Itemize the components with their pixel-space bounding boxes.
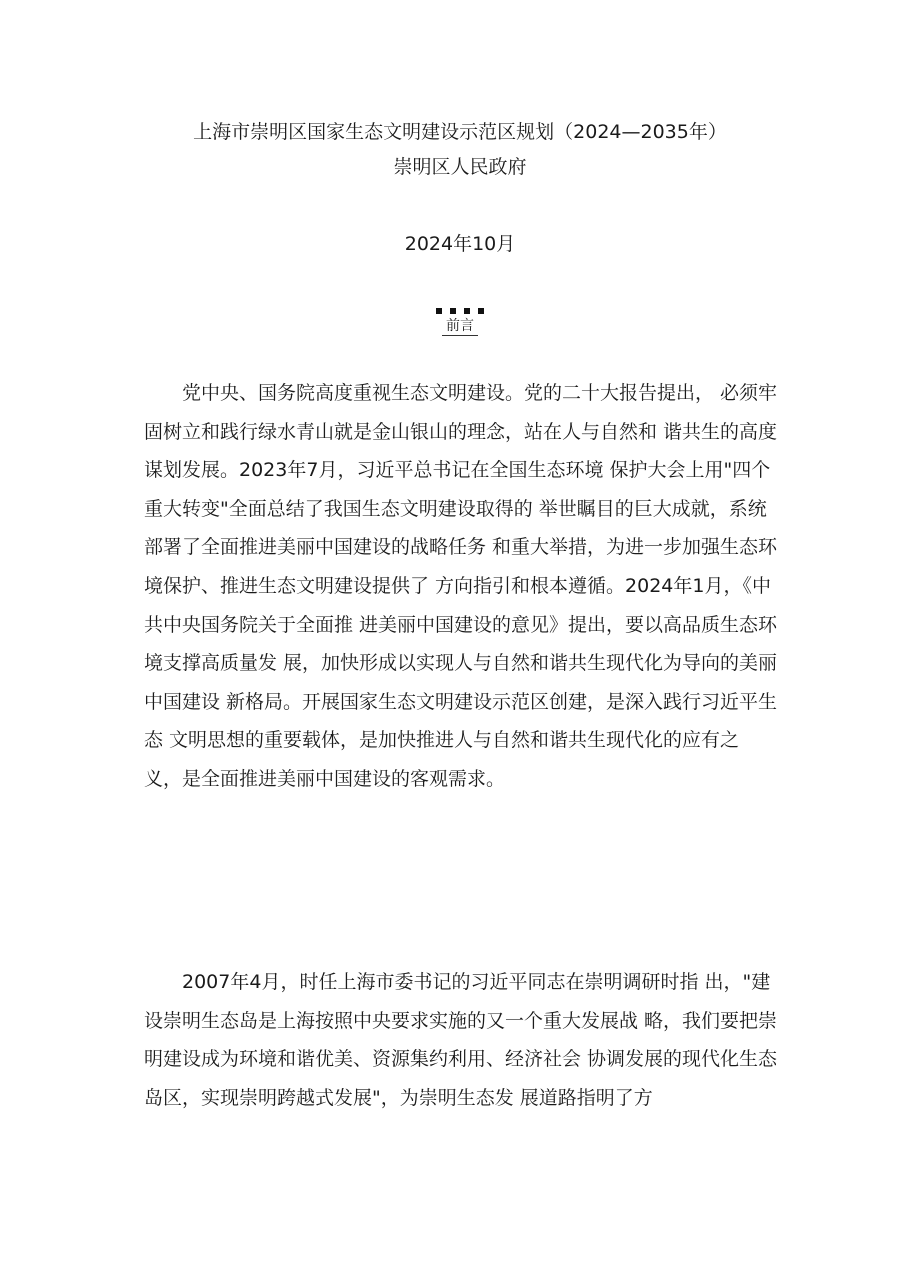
preface-heading-text: 前言	[442, 318, 478, 336]
paragraph-text: 党中央、国务院高度重视生态文明建设。党的二十大报告提出， 必须牢固树立和践行绿水青山就是金山银山的理念，站在人与自然和 谐共生的高度谋划发展。2023年7月，习近平总书记在全国生态环境 保护大会上用"四个重大转变"全面总结了我国生态文明建设取得的 举世瞩目的巨大成就，系统部署了全面推进美丽中国建设的战略任务 和重大举措，为进一步加强生态环境保护、推进生态文明建设提供了 方向指引和根本遵循。2024年1月，《中共中央国务院关于全面推 进美丽中国建设的意见》提出，要以高品质生态环境支撑高质量发 展，加快形成以实现人与自然和谐共生现代化为导向的美丽中国建设 新格局。开展国家生态文明建设示范区创建，是深入践行习近平生态 文明思想的重要载体，是加快推进人与自然和谐共生现代化的应有之 义，是全面推进美丽中国建设的客观需求。	[144, 382, 778, 790]
paragraph-text: 2007年4月，时任上海市委书记的习近平同志在崇明调研时指 出，"建设崇明生态岛是上海按照中央要求实施的又一个重大发展战 略，我们要把崇明建设成为环境和谐优美、资源集约利用、经济社会 协调发展的现代化生态岛区，实现崇明跨越式发展"，为崇明生态发 展道路指明了方	[144, 971, 778, 1109]
document-date: 2024年10月	[404, 233, 516, 255]
preface-heading	[0, 316, 920, 336]
document-title: 上海市崇明区国家生态文明建设示范区规划（2024—2035年）	[193, 121, 727, 143]
body-paragraph-1	[144, 374, 778, 799]
section-marker-icon	[436, 308, 484, 316]
issuing-organization: 崇明区人民政府	[393, 156, 527, 178]
body-paragraph-2	[144, 963, 778, 1117]
